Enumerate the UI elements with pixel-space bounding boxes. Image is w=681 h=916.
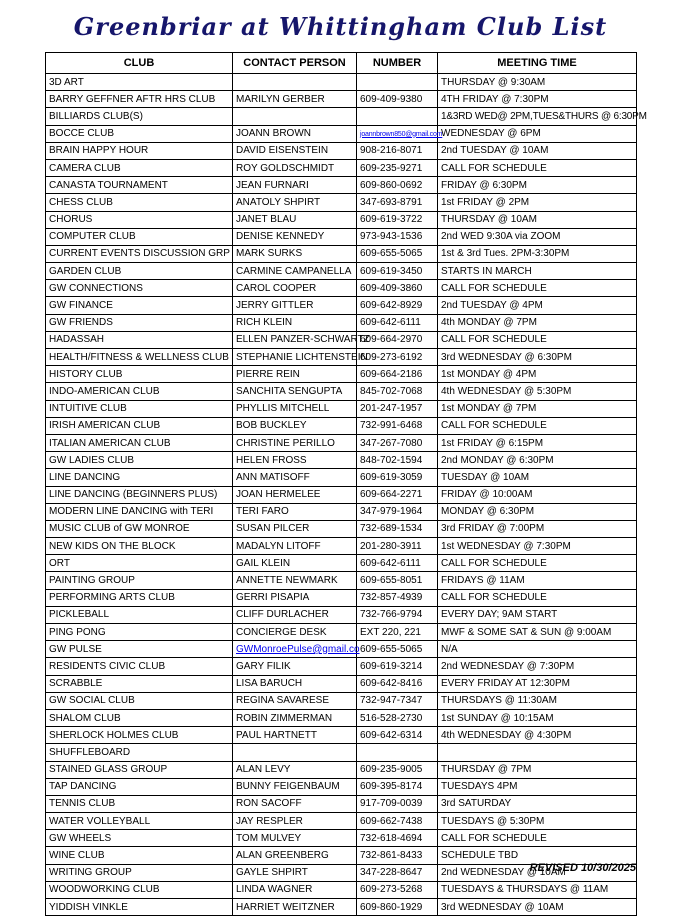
- table-row: [46, 434, 637, 451]
- contact-cell: JEAN FURNARI: [233, 177, 357, 194]
- number-cell: 347-693-8791: [357, 194, 438, 211]
- club-cell: NEW KIDS ON THE BLOCK: [46, 538, 233, 555]
- club-cell: IRISH AMERICAN CLUB: [46, 417, 233, 434]
- contact-cell: JAY RESPLER: [233, 813, 357, 830]
- meeting-cell: EVERY FRIDAY AT 12:30PM: [438, 675, 637, 692]
- contact-cell: TERI FARO: [233, 503, 357, 520]
- club-cell: LINE DANCING (BEGINNERS PLUS): [46, 486, 233, 503]
- contact-cell: SUSAN PILCER: [233, 520, 357, 537]
- meeting-cell: 1st FRIDAY @ 6:15PM: [438, 434, 637, 451]
- number-cell: 845-702-7068: [357, 383, 438, 400]
- club-cell: SHERLOCK HOLMES CLUB: [46, 727, 233, 744]
- column-header-number: NUMBER: [357, 53, 438, 74]
- number-cell: 609-619-3214: [357, 658, 438, 675]
- table-row: [46, 658, 637, 675]
- number-cell: 609-235-9271: [357, 159, 438, 176]
- meeting-cell: 3rd FRIDAY @ 7:00PM: [438, 520, 637, 537]
- meeting-cell: N/A: [438, 641, 637, 658]
- club-cell: BRAIN HAPPY HOUR: [46, 142, 233, 159]
- number-cell: 732-689-1534: [357, 520, 438, 537]
- number-cell: 732-618-4694: [357, 830, 438, 847]
- meeting-cell: CALL FOR SCHEDULE: [438, 159, 637, 176]
- contact-cell: JERRY GITTLER: [233, 297, 357, 314]
- club-cell: RESIDENTS CIVIC CLUB: [46, 658, 233, 675]
- table-row: [46, 125, 637, 142]
- contact-cell: HARRIET WEITZNER: [233, 899, 357, 916]
- meeting-cell: 1st FRIDAY @ 2PM: [438, 194, 637, 211]
- contact-cell: CAROL COOPER: [233, 280, 357, 297]
- number-cell: 609-655-5065: [357, 245, 438, 262]
- table-row: [46, 142, 637, 159]
- contact-cell: GERRI PISAPIA: [233, 589, 357, 606]
- table-row: [46, 486, 637, 503]
- contact-cell: BOB BUCKLEY: [233, 417, 357, 434]
- club-cell: GW PULSE: [46, 641, 233, 658]
- number-cell: 917-709-0039: [357, 795, 438, 812]
- table-row: [46, 727, 637, 744]
- header-row: [46, 53, 637, 74]
- number-cell: 732-947-7347: [357, 692, 438, 709]
- column-header-club: CLUB: [46, 53, 233, 74]
- meeting-cell: FRIDAYS @ 11AM: [438, 572, 637, 589]
- meeting-cell: 4th WEDNESDAY @ 5:30PM: [438, 383, 637, 400]
- club-cell: GW WHEELS: [46, 830, 233, 847]
- table-row: [46, 159, 637, 176]
- club-cell: HISTORY CLUB: [46, 366, 233, 383]
- contact-cell: [233, 641, 360, 658]
- contact-cell: RICH KLEIN: [233, 314, 357, 331]
- number-cell: 201-247-1957: [357, 400, 438, 417]
- table-row: [46, 881, 637, 898]
- number-cell: 609-409-9380: [357, 91, 438, 108]
- club-cell: PICKLEBALL: [46, 606, 233, 623]
- table-row: [46, 778, 637, 795]
- contact-cell: ALAN GREENBERG: [233, 847, 357, 864]
- contact-cell: BUNNY FEIGENBAUM: [233, 778, 357, 795]
- club-cell: GARDEN CLUB: [46, 263, 233, 280]
- number-cell: 609-642-6111: [357, 314, 438, 331]
- contact-cell: ROBIN ZIMMERMAN: [233, 709, 357, 726]
- number-cell: [357, 744, 438, 761]
- revised-note: REVISED 10/30/2025: [529, 862, 636, 874]
- table-row: [46, 297, 637, 314]
- club-cell: SCRABBLE: [46, 675, 233, 692]
- contact-cell: CHRISTINE PERILLO: [233, 434, 357, 451]
- table-row: [46, 211, 637, 228]
- number-cell: 609-235-9005: [357, 761, 438, 778]
- meeting-cell: 4th MONDAY @ 7PM: [438, 314, 637, 331]
- table-row: [46, 228, 637, 245]
- table-row: [46, 503, 637, 520]
- meeting-cell: 2nd MONDAY @ 6:30PM: [438, 452, 637, 469]
- contact-cell: PIERRE REIN: [233, 366, 357, 383]
- table-row: [46, 263, 637, 280]
- contact-cell: GAIL KLEIN: [233, 555, 357, 572]
- club-cell: PERFORMING ARTS CLUB: [46, 589, 233, 606]
- club-cell: SHALOM CLUB: [46, 709, 233, 726]
- meeting-cell: THURSDAY @ 7PM: [438, 761, 637, 778]
- number-cell: 609-619-3722: [357, 211, 438, 228]
- meeting-cell: 2nd WEDNESDAY @ 10AM: [438, 864, 637, 881]
- contact-cell: ALAN LEVY: [233, 761, 357, 778]
- meeting-cell: CALL FOR SCHEDULE: [438, 417, 637, 434]
- table-row: [46, 538, 637, 555]
- meeting-cell: EVERY DAY; 9AM START: [438, 606, 637, 623]
- table-row: [46, 245, 637, 262]
- table-row: [46, 624, 637, 641]
- contact-cell: CLIFF DURLACHER: [233, 606, 357, 623]
- club-cell: MUSIC CLUB of GW MONROE: [46, 520, 233, 537]
- table-row: [46, 314, 637, 331]
- club-cell: 3D ART: [46, 74, 233, 91]
- meeting-cell: 4th WEDNESDAY @ 4:30PM: [438, 727, 637, 744]
- table-row: [46, 899, 637, 916]
- contact-cell: GAYLE SHPIRT: [233, 864, 357, 881]
- number-cell: [357, 74, 438, 91]
- number-cell: 609-642-8929: [357, 297, 438, 314]
- meeting-cell: TUESDAYS 4PM: [438, 778, 637, 795]
- table-row: [46, 108, 637, 125]
- table-row: [46, 177, 637, 194]
- club-cell: INDO-AMERICAN CLUB: [46, 383, 233, 400]
- contact-cell: SANCHITA SENGUPTA: [233, 383, 357, 400]
- meeting-cell: 1st SUNDAY @ 10:15AM: [438, 709, 637, 726]
- meeting-cell: 3rd SATURDAY: [438, 795, 637, 812]
- meeting-cell: TUESDAYS @ 5:30PM: [438, 813, 637, 830]
- meeting-cell: 2nd TUESDAY @ 4PM: [438, 297, 637, 314]
- number-cell: 908-216-8071: [357, 142, 438, 159]
- number-cell: 609-642-6314: [357, 727, 438, 744]
- contact-cell: JANET BLAU: [233, 211, 357, 228]
- club-cell: INTUITIVE CLUB: [46, 400, 233, 417]
- table-row: [46, 675, 637, 692]
- meeting-cell: 3rd WEDNESDAY @ 6:30PM: [438, 349, 637, 366]
- contact-cell: [233, 74, 357, 91]
- email-link[interactable]: GWMonroePulse@gmail.co: [236, 643, 360, 655]
- club-cell: LINE DANCING: [46, 469, 233, 486]
- table-row: [46, 589, 637, 606]
- number-cell: 609-655-5065: [357, 641, 438, 658]
- table-row: [46, 366, 637, 383]
- number-cell: 609-664-2271: [357, 486, 438, 503]
- club-cell: BILLIARDS CLUB(S): [46, 108, 233, 125]
- club-list-table: [45, 52, 647, 916]
- meeting-cell: 1&3RD WED@ 2PM,TUES&THURS @ 6:30PM: [438, 108, 637, 125]
- club-cell: CANASTA TOURNAMENT: [46, 177, 233, 194]
- club-cell: CHESS CLUB: [46, 194, 233, 211]
- club-cell: SHUFFLEBOARD: [46, 744, 233, 761]
- club-cell: MODERN LINE DANCING with TERI: [46, 503, 233, 520]
- table-row: [46, 692, 637, 709]
- meeting-cell: CALL FOR SCHEDULE: [438, 280, 637, 297]
- club-cell: ORT: [46, 555, 233, 572]
- meeting-cell: 3rd WEDNESDAY @ 10AM: [438, 899, 637, 916]
- meeting-cell: 2nd WEDNESDAY @ 7:30PM: [438, 658, 637, 675]
- meeting-cell: THURSDAY @ 10AM: [438, 211, 637, 228]
- contact-cell: [233, 744, 357, 761]
- contact-cell: ROY GOLDSCHMIDT: [233, 159, 357, 176]
- club-cell: ITALIAN AMERICAN CLUB: [46, 434, 233, 451]
- contact-cell: HELEN FROSS: [233, 452, 357, 469]
- table-row: [46, 555, 637, 572]
- table-row: [46, 572, 637, 589]
- club-cell: YIDDISH VINKLE: [46, 899, 233, 916]
- contact-cell: DAVID EISENSTEIN: [233, 142, 357, 159]
- meeting-cell: CALL FOR SCHEDULE: [438, 555, 637, 572]
- meeting-cell: 4TH FRIDAY @ 7:30PM: [438, 91, 637, 108]
- number-cell: 732-857-4939: [357, 589, 438, 606]
- number-cell: 609-395-8174: [357, 778, 438, 795]
- club-cell: TENNIS CLUB: [46, 795, 233, 812]
- meeting-cell: 1st & 3rd Tues. 2PM-3:30PM: [438, 245, 637, 262]
- club-cell: COMPUTER CLUB: [46, 228, 233, 245]
- table-row: [46, 830, 637, 847]
- meeting-cell: 1st WEDNESDAY @ 7:30PM: [438, 538, 637, 555]
- club-cell: HADASSAH: [46, 331, 233, 348]
- meeting-cell: FRIDAY @ 6:30PM: [438, 177, 637, 194]
- club-cell: CHORUS: [46, 211, 233, 228]
- meeting-cell: 1st MONDAY @ 4PM: [438, 366, 637, 383]
- contact-cell: TOM MULVEY: [233, 830, 357, 847]
- meeting-cell: SCHEDULE TBD: [438, 847, 637, 864]
- table-row: [46, 813, 637, 830]
- meeting-cell: CALL FOR SCHEDULE: [438, 830, 637, 847]
- club-cell: CAMERA CLUB: [46, 159, 233, 176]
- contact-cell: PHYLLIS MITCHELL: [233, 400, 357, 417]
- contact-cell: REGINA SAVARESE: [233, 692, 357, 709]
- meeting-cell: WEDNESDAY @ 6PM: [438, 125, 637, 142]
- table-row: [46, 280, 637, 297]
- table-row: [46, 452, 637, 469]
- contact-cell: ANATOLY SHPIRT: [233, 194, 357, 211]
- table-row: [46, 331, 637, 348]
- contact-cell: CARMINE CAMPANELLA: [233, 263, 357, 280]
- table-row: [46, 417, 637, 434]
- meeting-cell: CALL FOR SCHEDULE: [438, 331, 637, 348]
- club-cell: BARRY GEFFNER AFTR HRS CLUB: [46, 91, 233, 108]
- contact-cell: LISA BARUCH: [233, 675, 357, 692]
- club-cell: STAINED GLASS GROUP: [46, 761, 233, 778]
- number-cell: 609-655-8051: [357, 572, 438, 589]
- column-header-meeting-time: MEETING TIME: [438, 53, 637, 74]
- table-row: [46, 795, 637, 812]
- number-cell: 609-860-0692: [357, 177, 438, 194]
- number-cell: 201-280-3911: [357, 538, 438, 555]
- club-cell: GW CONNECTIONS: [46, 280, 233, 297]
- club-cell: HEALTH/FITNESS & WELLNESS CLUB: [46, 349, 233, 366]
- table-row: [46, 606, 637, 623]
- number-cell: 609-860-1929: [357, 899, 438, 916]
- contact-cell: JOANN BROWN: [233, 125, 357, 142]
- number-cell: 609-664-2970: [357, 331, 438, 348]
- number-cell: 347-979-1964: [357, 503, 438, 520]
- club-cell: BOCCE CLUB: [46, 125, 233, 142]
- table-row: [46, 194, 637, 211]
- club-cell: WINE CLUB: [46, 847, 233, 864]
- club-cell: GW LADIES CLUB: [46, 452, 233, 469]
- number-cell: 732-766-9794: [357, 606, 438, 623]
- contact-cell: ELLEN PANZER-SCHWARTZ: [233, 331, 357, 348]
- meeting-cell: 2nd WED 9:30A via ZOOM: [438, 228, 637, 245]
- contact-cell: GARY FILIK: [233, 658, 357, 675]
- table-row: [46, 641, 637, 658]
- contact-cell: MARK SURKS: [233, 245, 357, 262]
- meeting-cell: [438, 744, 637, 761]
- number-cell: 973-943-1536: [357, 228, 438, 245]
- number-cell: 732-861-8433: [357, 847, 438, 864]
- table-row: [46, 400, 637, 417]
- number-cell: 609-642-8416: [357, 675, 438, 692]
- number-cell: 347-267-7080: [357, 434, 438, 451]
- number-cell: 609-664-2186: [357, 366, 438, 383]
- number-cell: 609-662-7438: [357, 813, 438, 830]
- club-cell: TAP DANCING: [46, 778, 233, 795]
- table-row: [46, 469, 637, 486]
- club-cell: GW FRIENDS: [46, 314, 233, 331]
- contact-cell: RON SACOFF: [233, 795, 357, 812]
- contact-cell: CONCIERGE DESK: [233, 624, 357, 641]
- meeting-cell: THURSDAY @ 9:30AM: [438, 74, 637, 91]
- table-row: [46, 349, 637, 366]
- contact-cell: LINDA WAGNER: [233, 881, 357, 898]
- contact-cell: [233, 108, 357, 125]
- number-cell: [357, 125, 443, 142]
- club-cell: PAINTING GROUP: [46, 572, 233, 589]
- meeting-cell: MONDAY @ 6:30PM: [438, 503, 637, 520]
- club-cell: CURRENT EVENTS DISCUSSION GRP: [46, 245, 233, 262]
- number-cell: 347-228-8647: [357, 864, 438, 881]
- club-cell: PING PONG: [46, 624, 233, 641]
- page-title: Greenbriar at Whittingham Club List: [73, 12, 608, 41]
- club-cell: GW SOCIAL CLUB: [46, 692, 233, 709]
- meeting-cell: FRIDAY @ 10:00AM: [438, 486, 637, 503]
- meeting-cell: THURSDAYS @ 11:30AM: [438, 692, 637, 709]
- contact-cell: DENISE KENNEDY: [233, 228, 357, 245]
- number-cell: 732-991-6468: [357, 417, 438, 434]
- number-cell: 609-273-5268: [357, 881, 438, 898]
- club-cell: GW FINANCE: [46, 297, 233, 314]
- meeting-cell: 2nd TUESDAY @ 10AM: [438, 142, 637, 159]
- number-cell: 516-528-2730: [357, 709, 438, 726]
- number-cell: 609-642-6111: [357, 555, 438, 572]
- number-cell: 848-702-1594: [357, 452, 438, 469]
- email-link[interactable]: joannbrown850@gmail.com: [360, 130, 443, 138]
- contact-cell: MADALYN LITOFF: [233, 538, 357, 555]
- table-row: [46, 709, 637, 726]
- table-row: [46, 761, 637, 778]
- meeting-cell: CALL FOR SCHEDULE: [438, 589, 637, 606]
- number-cell: 609-619-3059: [357, 469, 438, 486]
- column-header-contact-person: CONTACT PERSON: [233, 53, 357, 74]
- club-cell: WATER VOLLEYBALL: [46, 813, 233, 830]
- club-cell: WOODWORKING CLUB: [46, 881, 233, 898]
- contact-cell: JOAN HERMELEE: [233, 486, 357, 503]
- meeting-cell: MWF & SOME SAT & SUN @ 9:00AM: [438, 624, 637, 641]
- number-cell: [357, 108, 438, 125]
- club-cell: WRITING GROUP: [46, 864, 233, 881]
- meeting-cell: STARTS IN MARCH: [438, 263, 637, 280]
- number-cell: 609-273-6192: [357, 349, 438, 366]
- contact-cell: ANN MATISOFF: [233, 469, 357, 486]
- contact-cell: PAUL HARTNETT: [233, 727, 357, 744]
- table-header: [46, 53, 637, 74]
- number-cell: 609-409-3860: [357, 280, 438, 297]
- table-row: [46, 74, 637, 91]
- table-row: [46, 383, 637, 400]
- table-row: [46, 520, 637, 537]
- meeting-cell: TUESDAY @ 10AM: [438, 469, 637, 486]
- contact-cell: ANNETTE NEWMARK: [233, 572, 357, 589]
- table-row: [46, 744, 637, 761]
- table-row: [46, 91, 637, 108]
- number-cell: EXT 220, 221: [357, 624, 438, 641]
- number-cell: 609-619-3450: [357, 263, 438, 280]
- contact-cell: MARILYN GERBER: [233, 91, 357, 108]
- meeting-cell: TUESDAYS & THURSDAYS @ 11AM: [438, 881, 637, 898]
- meeting-cell: 1st MONDAY @ 7PM: [438, 400, 637, 417]
- contact-cell: STEPHANIE LICHTENSTEIN: [233, 349, 357, 366]
